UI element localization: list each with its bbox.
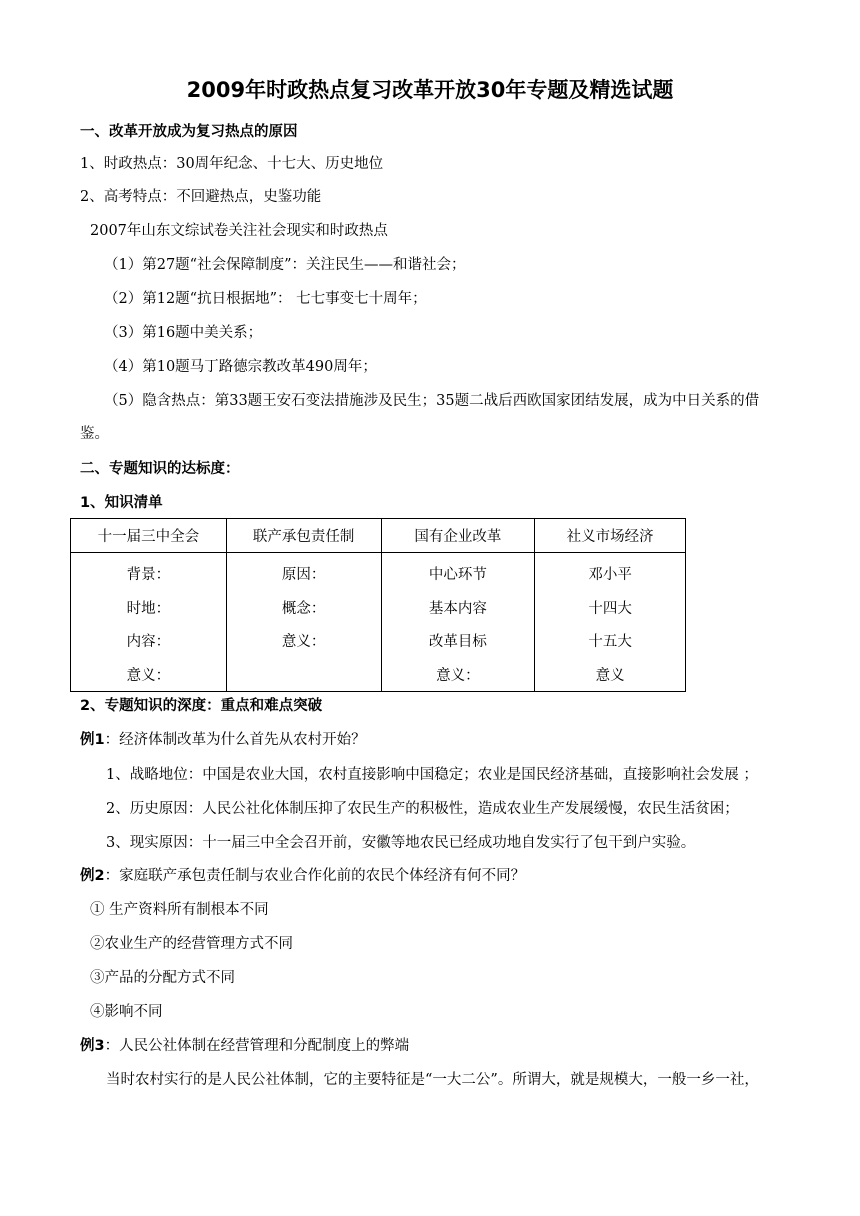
table-row	[71, 624, 686, 658]
table-cell: 基本内容	[381, 591, 535, 625]
knowledge-table	[70, 518, 686, 692]
table-cell: 十四大	[535, 591, 686, 625]
example-answer: ②农业生产的经营管理方式不同	[90, 936, 293, 952]
example-answer: ① 生产资料所有制根本不同	[90, 902, 269, 918]
example-answer: ④影响不同	[90, 1004, 163, 1020]
table-cell: 概念：	[226, 591, 381, 625]
table-cell: 意义：	[226, 624, 381, 658]
list-item: 1、时政热点：30周年纪念、十七大、历史地位	[80, 156, 384, 172]
exam-item-continuation: 鉴。	[80, 426, 109, 442]
example-answer: ③产品的分配方式不同	[90, 970, 235, 986]
table-cell: 意义：	[71, 658, 227, 692]
exam-item: （2）第12题“抗日根据地”： 七七事变七十周年；	[104, 291, 427, 307]
example-answer: 3、现实原因：十一届三中全会召开前，安徽等地农民已经成功地自发实行了包干到户实验。	[106, 835, 696, 851]
exam-item: （1）第27题“社会保障制度”：关注民生——和谐社会；	[104, 257, 466, 273]
example-label: 例2	[80, 868, 105, 884]
exam-item: （3）第16题中美关系；	[104, 325, 263, 341]
table-cell: 内容：	[71, 624, 227, 658]
table-row	[71, 591, 686, 625]
section-heading-2: 二、专题知识的达标度：	[80, 461, 240, 477]
example-question	[80, 730, 366, 750]
table-cell: 意义：	[381, 658, 535, 692]
page-title: 2009年时政热点复习改革开放30年专题及精选试题	[186, 78, 674, 102]
table-header-cell: 十一届三中全会	[71, 519, 227, 553]
table-header-cell: 社义市场经济	[535, 519, 686, 553]
table-header-row	[71, 519, 686, 553]
table-cell: 改革目标	[381, 624, 535, 658]
example-question	[80, 866, 525, 886]
example-answer: 1、战略地位：中国是农业大国，农村直接影响中国稳定；农业是国民经济基础，直接影响社会发展 ；	[106, 767, 758, 783]
subheading-knowledge-list: 1、知识清单	[80, 495, 163, 511]
table-header-cell: 联产承包责任制	[226, 519, 381, 553]
example-label: 例1	[80, 732, 105, 748]
example-label: 例3	[80, 1038, 105, 1054]
example-question-text: ：人民公社体制在经营管理和分配制度上的弊端	[104, 1038, 410, 1054]
example-answer: 当时农村实行的是人民公社体制，它的主要特征是“一大二公”。所谓大，就是规模大，一般一乡一社，	[106, 1072, 759, 1088]
table-cell: 意义	[535, 658, 686, 692]
example-question	[80, 1036, 409, 1056]
table-row	[71, 658, 686, 692]
subheading-depth: 2、专题知识的深度：重点和难点突破	[80, 698, 323, 714]
table-row	[71, 553, 686, 591]
table-cell: 原因：	[226, 553, 381, 591]
table-cell	[226, 658, 381, 692]
table-cell: 中心环节	[381, 553, 535, 591]
table-cell: 十五大	[535, 624, 686, 658]
example-answer: 2、历史原因：人民公社化体制压抑了农民生产的积极性，造成农业生产发展缓慢，农民生活贫困；	[106, 801, 739, 817]
table-cell: 邓小平	[535, 553, 686, 591]
list-item: 2、高考特点：不回避热点，史鉴功能	[80, 189, 322, 205]
exam-item: （5）隐含热点：第33题王安石变法措施涉及民生；35题二战后西欧国家团结发展，成为中日关系的借	[104, 393, 760, 409]
table-header-cell: 国有企业改革	[381, 519, 535, 553]
exam-intro: 2007年山东文综试卷关注社会现实和时政热点	[90, 223, 388, 239]
example-question-text: ：家庭联产承包责任制与农业合作化前的农民个体经济有何不同？	[104, 868, 526, 884]
example-question-text: ：经济体制改革为什么首先从农村开始？	[104, 732, 366, 748]
exam-item: （4）第10题马丁路德宗教改革490周年；	[104, 359, 377, 375]
table-cell: 背景：	[71, 553, 227, 591]
table-cell: 时地：	[71, 591, 227, 625]
section-heading-1: 一、改革开放成为复习热点的原因	[80, 124, 298, 140]
